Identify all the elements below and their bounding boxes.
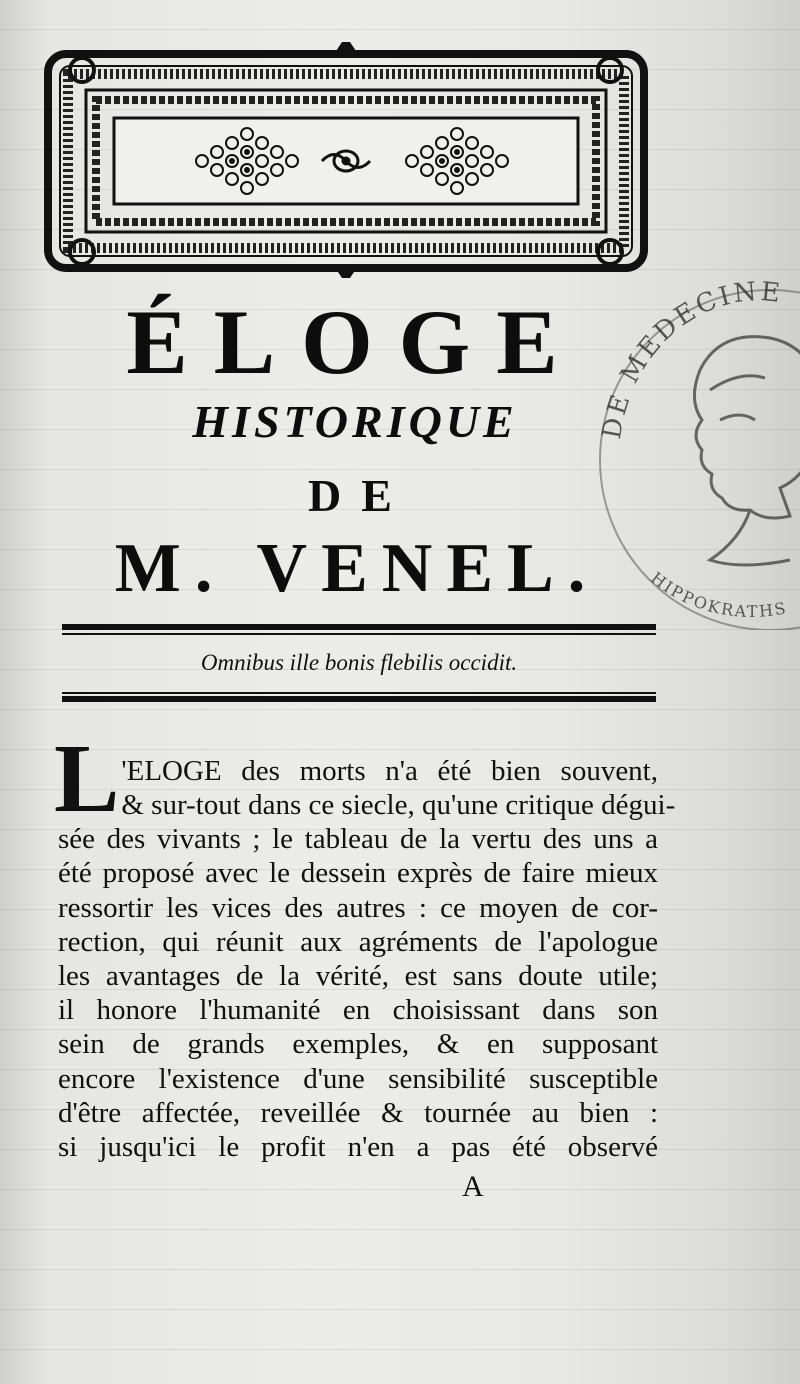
stamp-text-bottom: HIPPOKRATHS [647, 568, 789, 622]
body-line: sée des vivants ; le tableau de la vertu des uns a [58, 823, 658, 856]
body-line: il honore l'humanité en choisissant dans son [58, 994, 658, 1027]
body-line: & sur-tout dans ce siecle, qu'une critique dégui- [121, 789, 676, 821]
svg-text:DE MEDECINE [597, 277, 784, 441]
body-paragraph [54, 725, 676, 1164]
stamp-text-top: DE MEDECINE [596, 276, 785, 442]
drop-cap: L [54, 725, 120, 833]
signature-mark: A [462, 1170, 484, 1203]
body-line: ressortir les vices des autres : ce moyen de cor- [58, 891, 658, 924]
body-first-line: 'ELOGE des morts n'a été bien souvent, [121, 755, 658, 787]
body-line: encore l'existence d'une sensibilité susceptible [58, 1062, 658, 1095]
epigraph: Omnibus ille bonis flebilis occidit. [200, 650, 518, 675]
body-line: d'être affectée, reveillée & tournée au bien : [58, 1096, 658, 1129]
title-line-eloge: ÉLOGE [126, 291, 584, 393]
body-line: si jusqu'ici le profit n'en a pas été observé [58, 1130, 658, 1163]
rule-top [62, 624, 656, 636]
ornamental-headpiece [42, 40, 650, 280]
title-line-de: DE [308, 470, 412, 521]
body-line: sein de grands exemples, & en supposant [58, 1028, 658, 1061]
portrait-icon [694, 337, 800, 565]
body-line: rection, qui réunit aux agréments de l'apologue [58, 925, 658, 958]
title-line-historique: HISTORIQUE [192, 396, 518, 447]
body-line: les avantages de la vérité, est sans doute utile; [58, 959, 658, 992]
title-line-venel: M. VENEL. [114, 530, 600, 607]
svg-text:HIPPOKRATHS [647, 568, 789, 621]
library-stamp [590, 260, 800, 630]
body-line: été proposé avec le dessein exprès de faire mieux [58, 857, 658, 890]
rule-bottom [62, 692, 656, 704]
